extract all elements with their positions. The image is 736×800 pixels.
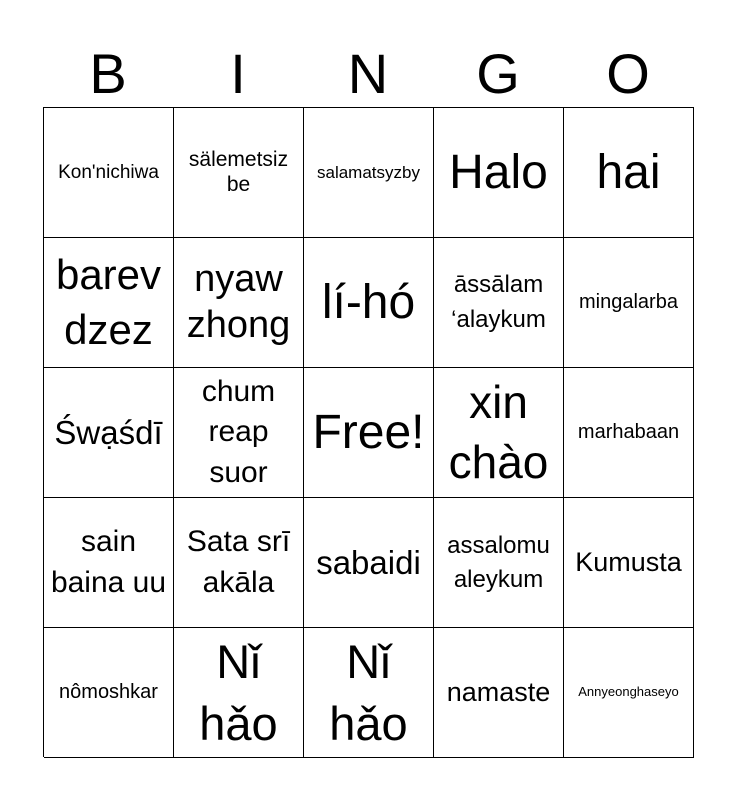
bingo-cell[interactable]: Sata srī akāla xyxy=(174,498,304,628)
bingo-board xyxy=(43,107,694,757)
header-letter-g: G xyxy=(476,42,520,105)
bingo-cell[interactable]: barev dzez xyxy=(44,238,174,368)
bingo-cell[interactable]: namaste xyxy=(434,628,564,758)
bingo-cell[interactable]: Halo xyxy=(434,108,564,238)
header-letter-i: I xyxy=(230,42,246,105)
bingo-cell[interactable]: Nǐ hǎo xyxy=(174,628,304,758)
bingo-cell[interactable]: sain baina uu xyxy=(44,498,174,628)
bingo-cell[interactable]: hai xyxy=(564,108,694,238)
bingo-cell[interactable]: nyaw zhong xyxy=(174,238,304,368)
bingo-cell[interactable]: marhabaan xyxy=(564,368,694,498)
header-letter-n: N xyxy=(347,42,389,105)
bingo-cell[interactable]: xin chào xyxy=(434,368,564,498)
bingo-cell[interactable]: chum reap suor xyxy=(174,368,304,498)
bingo-cell[interactable]: lí-hó xyxy=(304,238,434,368)
bingo-cell[interactable]: āssālam ‘alaykum xyxy=(434,238,564,368)
bingo-cell[interactable]: sabaidi xyxy=(304,498,434,628)
bingo-header xyxy=(43,40,693,108)
bingo-cell[interactable]: sälemetsiz be xyxy=(174,108,304,238)
bingo-cell[interactable]: Nǐ hǎo xyxy=(304,628,434,758)
header-letter-o: O xyxy=(606,42,650,105)
bingo-cell[interactable]: Kumusta xyxy=(564,498,694,628)
bingo-cell[interactable]: Śwạśdī xyxy=(44,368,174,498)
bingo-cell[interactable]: mingalarba xyxy=(564,238,694,368)
bingo-cell[interactable]: Annyeonghaseyo xyxy=(564,628,694,758)
bingo-cell[interactable]: salamatsyzby xyxy=(304,108,434,238)
header-letter-b: B xyxy=(89,42,127,105)
bingo-cell[interactable]: Free! xyxy=(304,368,434,498)
bingo-cell[interactable]: assalomu aleykum xyxy=(434,498,564,628)
bingo-cell[interactable]: Kon'nichiwa xyxy=(44,108,174,238)
bingo-cell[interactable]: nômoshkar xyxy=(44,628,174,758)
